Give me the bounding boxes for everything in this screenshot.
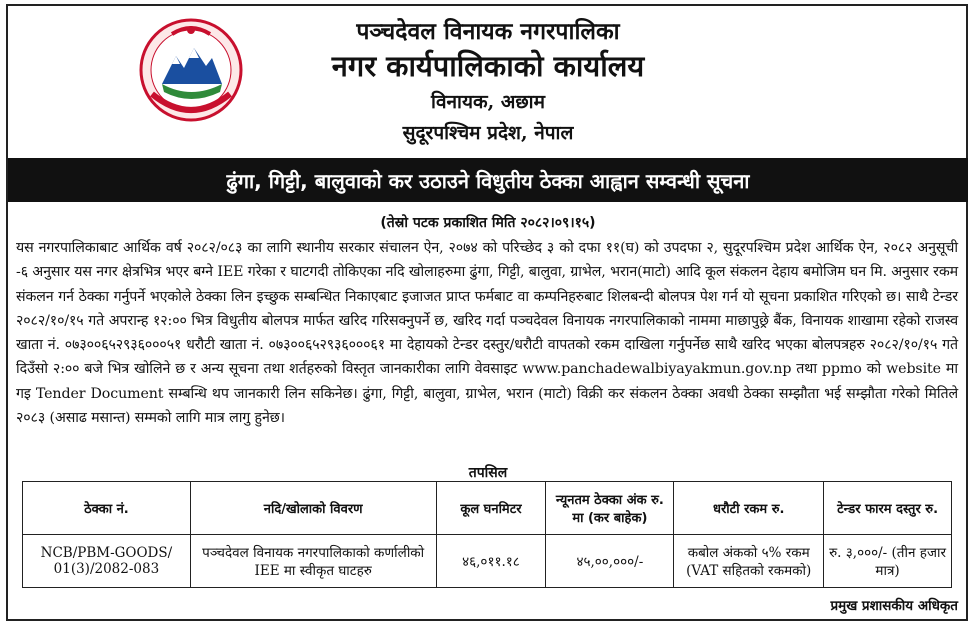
col-header-river-details: नदि/खोलाको विवरण: [190, 482, 436, 535]
col-header-deposit: धरौटी रकम रु.: [674, 482, 824, 535]
notice-title: ढुंगा, गिट्टी, बालुवाको कर उठाउने विधुतीय ठेक्का आह्वान सम्वन्धी सूचना: [226, 168, 750, 193]
cell-min-amount: ४५,००,०००/-: [546, 535, 674, 588]
cell-deposit: कबोल अंकको ५% रकम (VAT सहितको रकमको): [674, 535, 824, 588]
office-name: नगर कार्यपालिकाको कार्यालय: [331, 49, 645, 83]
notice-title-banner: [8, 158, 968, 202]
cell-tender-fee: रु. ३,०००/- (तीन हजार मात्र): [824, 535, 952, 588]
publish-date: (तेस्रो पटक प्रकाशित मिति २०८२।०९।१५): [380, 215, 596, 231]
col-header-contract-no: ठेक्का नं.: [23, 482, 191, 535]
col-header-tender-fee: टेन्डर फारम दस्तुर रु.: [824, 482, 952, 535]
table-header-row: [23, 482, 952, 535]
cell-contract-no: NCB/PBM-GOODS/ 01(3)/2082-083: [23, 535, 191, 588]
cell-total-volume: ४६,०११.१८: [436, 535, 546, 588]
schedule-title: तपसिल: [468, 465, 508, 481]
province-country: सुदूरपश्चिम प्रदेश, नेपाल: [402, 122, 574, 144]
col-header-total-volume: कूल घनमिटर: [436, 482, 546, 535]
cell-river-details: पञ्चदेवल विनायक नगरपालिकाको कर्णालीको IEE मा स्वीकृत घाटहरु: [190, 535, 436, 588]
table-row: [23, 535, 952, 588]
col-header-min-amount: न्यूनतम ठेक्का अंक रु. मा (कर बाहेक): [546, 482, 674, 535]
notice-body: यस नगरपालिकाबाट आर्थिक वर्ष २०८२/०८३ का लागि स्थानीय सरकार संचालन ऐन, २०७४ को परिच्छेद ३ को दफा ११(घ) को उपदफा २, सुदूरपश्चिम प्रदेश आर्थिक ऐन, २०८२ अनुसूची -६ अनुसार यस नगर क्षेत्रभित्र भएर बग्ने IEE गरेका र घाटगदी तोकिएका नदि खोलाहरुमा ढुंगा, गिट्टी, बालुवा, ग्राभेल, भरान(माटो) आदि कूल संकलन देहाय बमोजिम घन मि. अनुसार रकम संकलन गर्न ठेक्का गर्नुपर्ने भएकोले ठेक्का लिन इच्छुक सम्बन्धित निकाएबाट इजाजत प्राप्त फर्मबाट वा कम्पनिहरुबाट शिलबन्दी बोलपत्र पेश गर्न यो सूचना प्रकाशित गरिएको छ। साथै टेन्डर २०८२/१०/१५ गते अपरान्ह १२:०० भित्र विधुतीय बोलपत्र मार्फत खरिद गरिसक्नुपर्ने छ, खरिद गर्दा पञ्चदेवल विनायक नगरपालिकाको नाममा माछापुछ्रे बैंक, विनायक शाखामा रहेको राजस्व खाता नं. ०७३००६५२९३६०००५१ धरौटी खाता नं. ०७३००६५२९३६०००६१ मा देहायको टेन्डर दस्तुर/धरौटी वापतको रकम दाखिला गर्नुपर्नेछ साथै खरिद भएका बोलपत्रहरु २०८२/१०/१५ गते दिउँसो २:०० बजे भित्र खोलिने छ र अन्य सूचना तथा शर्तहरुको विस्तृत जानकारीका लागि वेवसाइट www.panchadewalbiyayakmun.gov.np तथा ppmo को website मा गइ Tender Document सम्बन्धि थप जानकारी लिन सकिनेछ। ढुंगा, गिट्टी, बालुवा, ग्राभेल, भरान (माटो) विक्री कर संकलन ठेक्का अवधी ठेक्का सम्झौता भई सम्झौता गरेको मितिले २०८३ (असाढ मसान्त) सम्मको लागि मात्र लागु हुनेछ।: [16, 240, 958, 427]
municipality-name: पञ्चदेवल विनायक नगरपालिका: [356, 18, 620, 45]
tender-table: [22, 481, 952, 588]
signatory-title: प्रमुख प्रशासकीय अधिकृत: [830, 598, 958, 614]
office-location: विनायक, अछाम: [431, 91, 545, 113]
